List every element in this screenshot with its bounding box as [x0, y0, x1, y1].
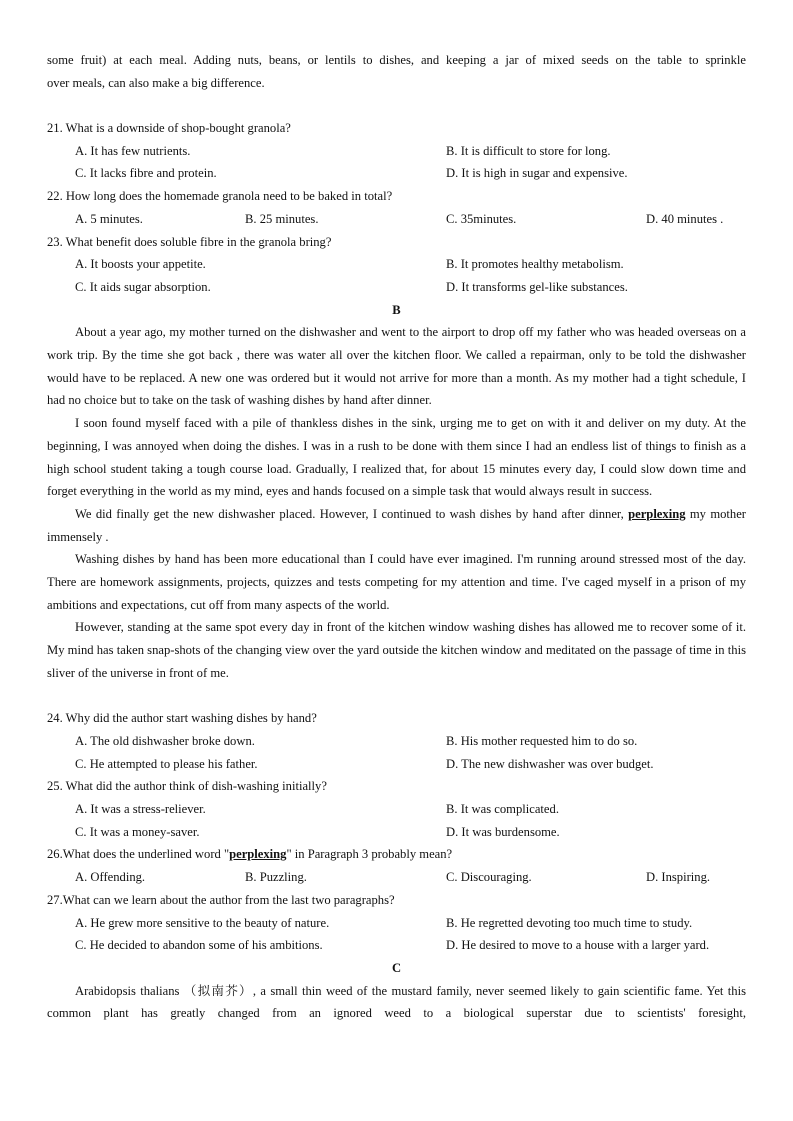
option-23-c: C. It aids sugar absorption.	[75, 279, 211, 294]
section-b-paragraph-3	[47, 503, 746, 548]
intro-line-2: over meals, can also make a big difference.	[47, 75, 265, 90]
option-21-b: B. It is difficult to store for long.	[446, 143, 611, 158]
paragraph-3-text-end: my mother immensely .	[47, 506, 746, 544]
option-24-c: C. He attempted to please his father.	[75, 756, 258, 771]
option-26-b: B. Puzzling.	[245, 870, 307, 885]
option-row	[47, 140, 746, 163]
section-b-title: B	[392, 302, 401, 317]
section-b-paragraph-5: However, standing at the same spot every day in front of the kitchen window washing dishes has allowed me to recover some of it. My mind has taken snap-shots of the changing view over the yard outside the kitchen window and meditated on the passage of time in this sliver of the universe in front of me.	[47, 620, 746, 680]
option-row	[47, 798, 746, 821]
option-27-b: B. He regretted devoting too much time to study.	[446, 915, 693, 930]
option-25-b: B. It was complicated.	[446, 802, 559, 817]
option-22-a: A. 5 minutes.	[75, 211, 143, 226]
question-26-text: 26.What does the underlined word "	[47, 847, 230, 862]
option-row	[47, 866, 746, 889]
question-21: 21. What is a downside of shop-bought granola?	[47, 121, 291, 136]
option-21-c: C. It lacks fibre and protein.	[75, 166, 217, 181]
option-22-c: C. 35minutes.	[446, 211, 517, 226]
question-27: 27.What can we learn about the author from the last two paragraphs?	[47, 892, 395, 907]
option-22-b: B. 25 minutes.	[245, 211, 319, 226]
option-26-a: A. Offending.	[75, 870, 146, 885]
option-row	[47, 276, 746, 299]
question-26	[47, 843, 746, 866]
option-24-a: A. The old dishwasher broke down.	[75, 733, 255, 748]
option-row	[47, 208, 746, 231]
option-25-c: C. It was a money-saver.	[75, 824, 200, 839]
option-26-c: C. Discouraging.	[446, 870, 532, 885]
underlined-word: perplexing	[229, 847, 287, 862]
option-21-d: D. It is high in sugar and expensive.	[446, 166, 628, 181]
question-26-text-end: " in Paragraph 3 probably mean?	[286, 847, 453, 862]
question-23: 23. What benefit does soluble fibre in the granola bring?	[47, 234, 332, 249]
document-page	[47, 49, 746, 1025]
option-27-d: D. He desired to move to a house with a larger yard.	[446, 938, 710, 953]
option-25-a: A. It was a stress-reliever.	[75, 802, 206, 817]
option-27-a: A. He grew more sensitive to the beauty of nature.	[75, 915, 330, 930]
option-row	[47, 934, 746, 957]
paragraph-3-text: We did finally get the new dishwasher placed. However, I continued to wash dishes by hand after dinner,	[75, 506, 629, 521]
option-21-a: A. It has few nutrients.	[75, 143, 191, 158]
option-row	[47, 730, 746, 753]
question-22: 22. How long does the homemade granola need to be baked in total?	[47, 189, 393, 204]
option-27-c: C. He decided to abandon some of his ambitions.	[75, 938, 323, 953]
section-b-paragraph-4: Washing dishes by hand has been more educational than I could have ever imagined. I'm running around stressed most of the day. There are homework assignments, projects, quizzes and tests competing for my attention and time. I've caged myself in a prison of my ambitions and expectations, cut off from many aspects of the world.	[47, 552, 746, 612]
option-23-a: A. It boosts your appetite.	[75, 257, 206, 272]
section-c-title: C	[391, 960, 402, 975]
option-24-b: B. His mother requested him to do so.	[446, 733, 638, 748]
section-b-paragraph-2: I soon found myself faced with a pile of thankless dishes in the sink, urging me to get on with it and deliver on my duty. At the beginning, I was annoyed when doing the dishes. I was in a rush to be done with them since I had an endless list of things to finish as a high school student taking a tough course load. Gradually, I realized that, for about 15 minutes every day, I could slow down time and forget everything in the world as my mind, eyes and hands focused on a simple task that would always result in success.	[47, 416, 746, 499]
option-row	[47, 821, 746, 844]
option-row	[47, 912, 746, 935]
option-row	[47, 753, 746, 776]
underlined-word: perplexing	[628, 506, 686, 521]
option-22-d: D. 40 minutes .	[646, 211, 724, 226]
section-c-paragraph-1: Arabidopsis thalians （拟南芥）, a small thin weed of the mustard family, never seemed likely to gain scientific fame. Yet this common plant has greatly changed from an ignored weed to a biological superstar due to scientists' foresight,	[47, 983, 746, 1021]
question-25: 25. What did the author think of dish-washing initially?	[47, 779, 327, 794]
intro-line-1: some fruit) at each meal. Adding nuts, beans, or lentils to dishes, and keeping a jar of mixed seeds on the table to sprinkle	[47, 53, 746, 67]
option-23-b: B. It promotes healthy metabolism.	[446, 257, 624, 272]
option-row	[47, 162, 746, 185]
option-row	[47, 253, 746, 276]
question-24: 24. Why did the author start washing dishes by hand?	[47, 711, 317, 726]
option-26-d: D. Inspiring.	[646, 870, 711, 885]
option-25-d: D. It was burdensome.	[446, 824, 560, 839]
option-24-d: D. The new dishwasher was over budget.	[446, 756, 654, 771]
option-23-d: D. It transforms gel-like substances.	[446, 279, 628, 294]
section-b-paragraph-1: About a year ago, my mother turned on the dishwasher and went to the airport to drop off my father who was headed overseas on a work trip. By the time she got back , there was water all over the kitchen floor. We called a repairman, only to be told the dishwasher would have to be replaced. A new one was ordered but it would not arrive for more than a month. As my mother had a tight schedule, I had no choice but to take on the task of washing dishes by hand after dinner.	[47, 325, 746, 408]
